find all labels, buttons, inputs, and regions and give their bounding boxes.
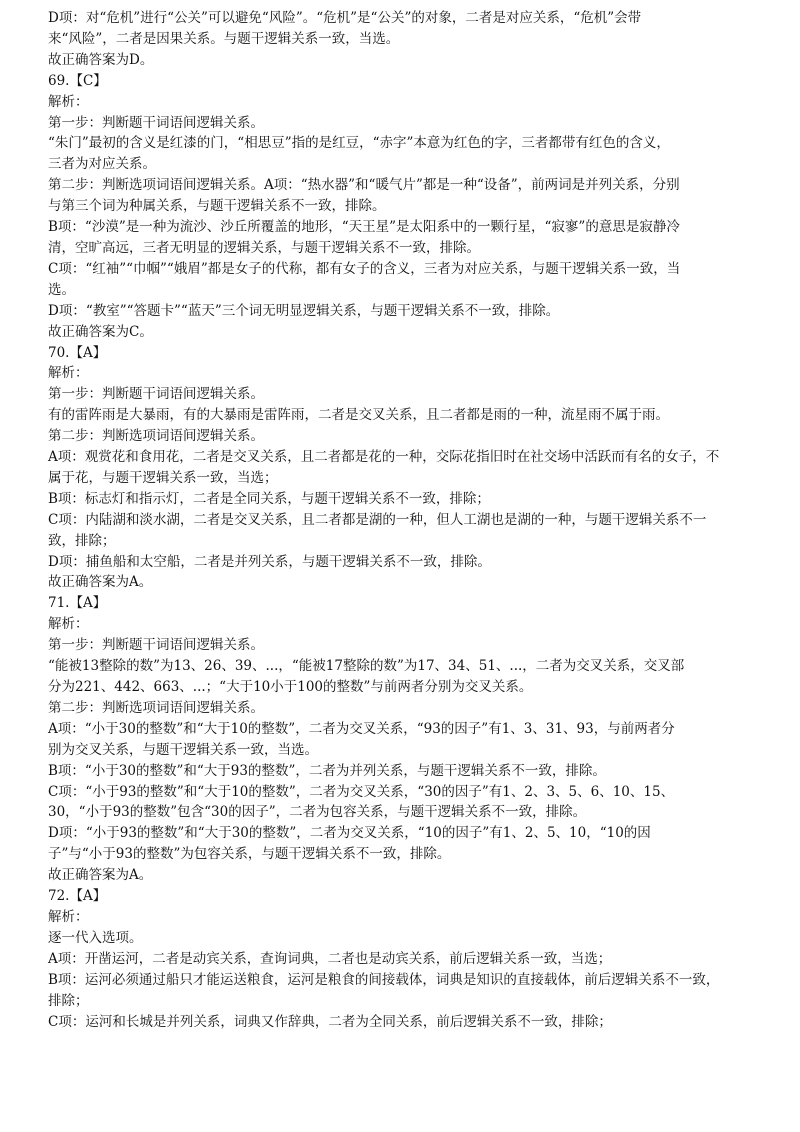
answer-line: 故正确答案为C。: [48, 323, 153, 340]
text-line: C项：运河和长城是并列关系，词典又作辞典，二者为全同关系，前后逻辑关系不一致，排除；: [48, 1013, 612, 1030]
text-line: 第一步：判断题干词语间逻辑关系。: [48, 114, 264, 131]
text-line: B项：“小于30的整数”和“大于93的整数”，二者为并列关系，与题干逻辑关系不一致，排除。: [48, 762, 606, 779]
text-line: 清，空旷高远，三者无明显的逻辑关系，与题干逻辑关系不一致，排除。: [48, 239, 480, 256]
text-line: 选。: [48, 281, 75, 298]
text-line: B项：标志灯和指示灯，二者是全同关系，与题干逻辑关系不一致，排除；: [48, 490, 490, 507]
text-line: 第二步：判断选项词语间逻辑关系。A项：“热水器”和“暖气片”都是一种“设备”，前两词是并列关系，分别: [48, 177, 680, 194]
text-line: 排除；: [48, 992, 89, 1009]
analysis-heading: 解析：: [48, 365, 89, 382]
text-line: 30，“小于93的整数”包含“30的因子”，二者为包容关系，与题干逻辑关系不一致，排除。: [48, 804, 587, 821]
text-line: A项：“小于30的整数”和“大于10的整数”，二者为交叉关系，“93的因子”有1、3、31、93，与前两者分: [48, 720, 675, 737]
text-line: 第一步：判断题干词语间逻辑关系。: [48, 637, 264, 654]
text-line: D项：“教室”“答题卡”“蓝天”三个词无明显逻辑关系，与题干逻辑关系不一致，排除。: [48, 302, 560, 319]
text-line: 属于花，与题干逻辑关系一致，当选；: [48, 469, 278, 486]
text-line: 三者为对应关系。: [48, 156, 156, 173]
text-line: D项：“小于93的整数”和“大于30的整数”，二者为交叉关系，“10的因子”有1、2、5、10，“10的因: [48, 825, 651, 842]
text-line: C项：“小于93的整数”和“大于10的整数”，二者为交叉关系，“30的因子”有1、2、3、5、6、10、15、: [48, 783, 675, 800]
text-line: 子”与“小于93的整数”为包容关系，与题干逻辑关系不一致，排除。: [48, 846, 451, 863]
text-line: C项：内陆湖和淡水湖，二者是交叉关系，且二者都是湖的一种，但人工湖也是湖的一种，与题干逻辑关系不一: [48, 511, 707, 528]
text-line: 来“风险”，二者是因果关系。与题干逻辑关系一致，当选。: [48, 30, 400, 47]
answer-line: 故正确答案为A。: [48, 867, 153, 884]
text-line: 第二步：判断选项词语间逻辑关系。: [48, 428, 264, 445]
text-line: 有的雷阵雨是大暴雨，有的大暴雨是雷阵雨，二者是交叉关系，且二者都是雨的一种，流星雨不属于雨。: [48, 407, 669, 424]
text-line: A项：开凿运河，二者是动宾关系，查询词典，二者也是动宾关系，前后逻辑关系一致，当选；: [48, 950, 612, 967]
text-line: 第二步：判断选项词语间逻辑关系。: [48, 699, 264, 716]
text-line: C项：“红袖”“巾帼”“娥眉”都是女子的代称，都有女子的含义，三者为对应关系，与题干逻辑关系一致，当: [48, 260, 681, 277]
text-line: 分为221、442、663、...；“大于10小于100的整数”与前两者分别为交叉关系。: [48, 679, 533, 695]
question-number: 69.【C】: [48, 72, 107, 89]
analysis-heading: 解析：: [48, 908, 89, 925]
text-line: 致，排除；: [48, 532, 116, 549]
answer-line: 故正确答案为A。: [48, 574, 153, 591]
question-number: 71.【A】: [48, 595, 107, 612]
analysis-heading: 解析：: [48, 93, 89, 110]
text-line: 与第三个词为种属关系，与题干逻辑关系不一致，排除。: [48, 198, 386, 215]
text-line: A项：观赏花和食用花，二者是交叉关系，且二者都是花的一种，交际花指旧时在社交场中活跃而有名的女子，不: [48, 449, 720, 466]
text-line: B项：“沙漠”是一种为流沙、沙丘所覆盖的地形，“天王星”是太阳系中的一颗行星，“寂寥”的意思是寂静冷: [48, 219, 680, 236]
text-line: 第一步：判断题干词语间逻辑关系。: [48, 386, 264, 403]
text-line: “朱门”最初的含义是红漆的门，“相思豆”指的是红豆，“赤字”本意为红色的字，三者都带有红色的含义，: [48, 135, 670, 152]
text-line: 别为交叉关系，与题干逻辑关系一致，当选。: [48, 741, 318, 758]
text-line: B项：运河必须通过船只才能运送粮食，运河是粮食的间接载体，词典是知识的直接载体，前后逻辑关系不一致，: [48, 971, 720, 988]
text-line: “能被13整除的数”为13、26、39、...，“能被17整除的数”为17、34、51、...，二者为交叉关系，交叉部: [48, 658, 685, 675]
analysis-heading: 解析：: [48, 616, 89, 633]
answer-line: 故正确答案为D。: [48, 51, 154, 68]
text-line: D项：捕鱼船和太空船，二者是并列关系，与题干逻辑关系不一致，排除。: [48, 553, 491, 570]
text-line: D项：对“危机”进行“公关”可以避免“风险”。“危机”是“公关”的对象，二者是对应关系，“危机”会带: [48, 10, 642, 26]
text-line: 逐一代入选项。: [48, 929, 143, 946]
question-number: 70.【A】: [48, 344, 107, 361]
question-number: 72.【A】: [48, 888, 107, 905]
